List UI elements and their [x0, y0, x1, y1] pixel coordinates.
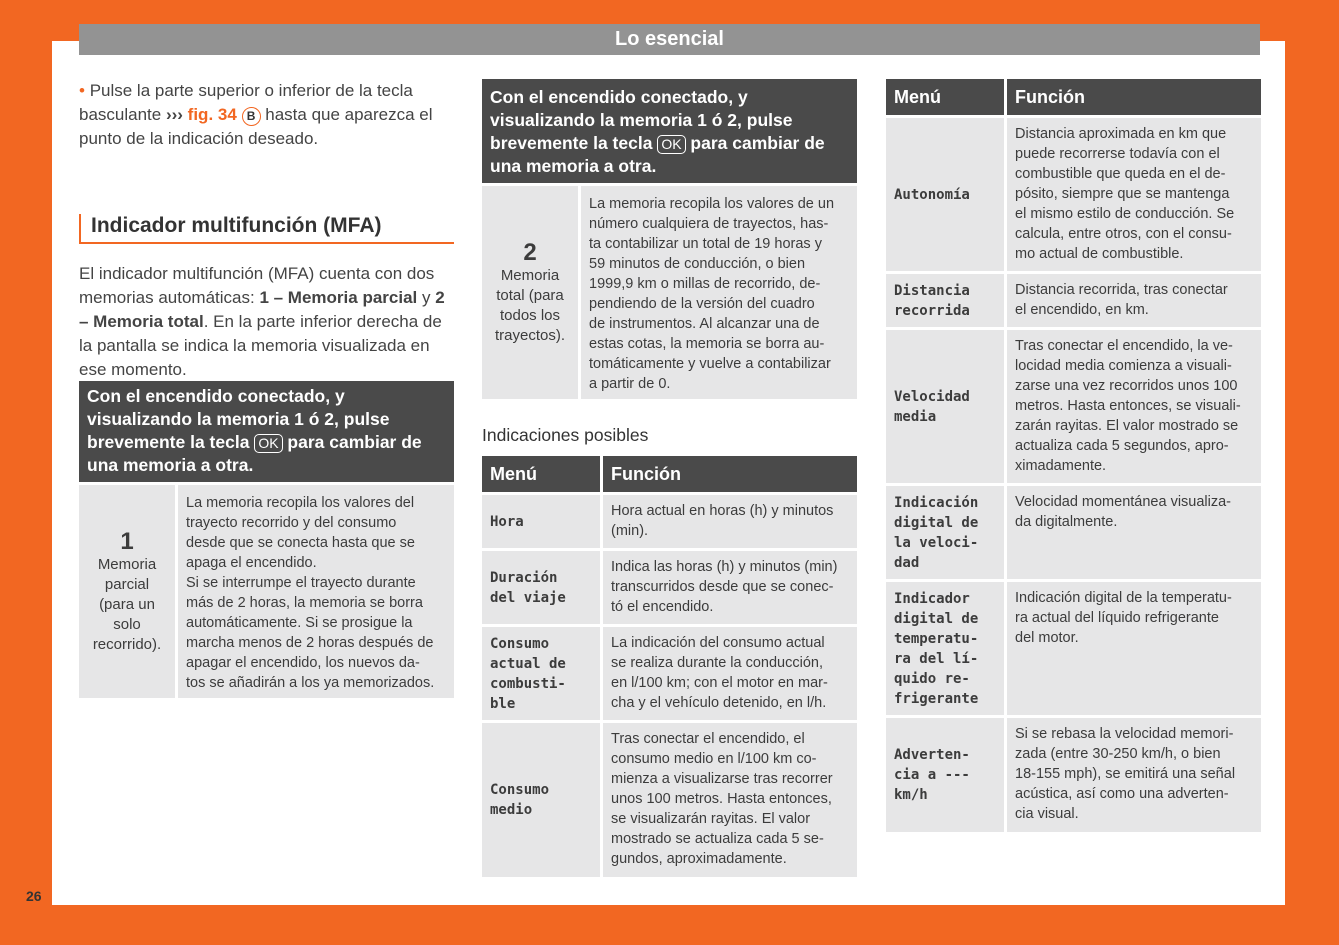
- mfa-paragraph: [79, 262, 454, 382]
- text: Pulse la parte superior o inferior de la tecla basculante: [79, 81, 413, 124]
- text: El indicador multifunción (MFA) cuenta con dos memorias automáticas:: [79, 264, 435, 307]
- menu-cell: Consumo medio: [482, 723, 600, 877]
- function-cell: Indicación digital de la temperatu- ra actual del líquido refrigerante del motor.: [1007, 582, 1261, 715]
- bullet-icon: •: [79, 81, 85, 100]
- ok-key-icon: OK: [657, 135, 685, 154]
- text: Con el encendido conectado, y visualizando la memoria 1 ó 2, pulse brevemente la tecla: [490, 87, 793, 153]
- page-number: 26: [26, 888, 42, 904]
- header-funcion: Función: [603, 456, 857, 492]
- ok-key-icon: OK: [254, 434, 282, 453]
- header-menu: Menú: [482, 456, 600, 492]
- menu-cell: Autonomía: [886, 118, 1004, 271]
- function-cell: Tras conectar el encendido, el consumo medio en l/100 km co- mienza a visualizarse tras recorrer unos 100 metros. Hasta entonces, se visualizarán rayitas. El valor mostrado se actualiza cada 5 se- gundos, aproximadamente.: [603, 723, 857, 877]
- memory-description: La memoria recopila los valores del trayecto recorrido y del consumo desde que se conecta hasta que se apaga el encendido. Si se interrumpe el trayecto durante más de 2 horas, la memoria se borra automáticamente. Si se prosigue la marcha menos de 2 horas después de apagar el encendido, los nuevos da- tos se añadirán a los ya memorizados.: [178, 485, 454, 698]
- table-row: [482, 551, 857, 624]
- menu-cell: Distancia recorrida: [886, 274, 1004, 327]
- table-row: [886, 582, 1261, 715]
- menu-cell: Hora: [482, 495, 600, 548]
- menu-function-table: [886, 79, 1261, 832]
- function-cell: Si se rebasa la velocidad memori- zada (entre 30-250 km/h, o bien 18-155 mph), se emitirá una señal acústica, así como una adverten- cia visual.: [1007, 718, 1261, 832]
- arrow-icon: ›››: [165, 105, 183, 124]
- text: hasta que aparezca el punto de la indicación deseado.: [79, 105, 433, 148]
- text: Memoria total (para todos los trayectos).: [494, 267, 566, 344]
- memory-label: [79, 485, 175, 698]
- indications-table: [482, 456, 857, 877]
- memory-number: 2: [523, 239, 537, 266]
- section-heading: Indicador multifunción (MFA): [79, 214, 454, 244]
- menu-cell: Consumo actual de combusti- ble: [482, 627, 600, 720]
- text: 2 – Memoria total: [79, 288, 445, 331]
- subheading: Indicaciones posibles: [482, 425, 649, 445]
- text: . En la parte inferior derecha de la pantalla se indica la memoria visualizada en ese momento.: [79, 312, 442, 379]
- table-row: [482, 723, 857, 877]
- column-3: [886, 79, 1261, 832]
- header-menu: Menú: [886, 79, 1004, 115]
- column-1: [79, 79, 454, 691]
- table-row: [886, 118, 1261, 271]
- section-header: Lo esencial: [79, 24, 1260, 55]
- memory-label: [482, 186, 578, 399]
- function-cell: La indicación del consumo actual se realiza durante la conducción, en l/100 km; con el motor en mar- cha y el vehículo detenido, en l/h.: [603, 627, 857, 720]
- function-cell: Distancia recorrida, tras conectar el encendido, en km.: [1007, 274, 1261, 327]
- header-funcion: Función: [1007, 79, 1261, 115]
- table-row: [886, 718, 1261, 832]
- callout-b: B: [242, 107, 261, 126]
- function-cell: Velocidad momentánea visualiza- da digitalmente.: [1007, 486, 1261, 579]
- instruction-bullet: [79, 79, 454, 151]
- menu-cell: Indicación digital de la veloci- dad: [886, 486, 1004, 579]
- memory-row: [79, 485, 454, 698]
- function-cell: Hora actual en horas (h) y minutos (min).: [603, 495, 857, 548]
- table-row: [886, 486, 1261, 579]
- function-cell: Tras conectar el encendido, la ve- locidad media comienza a visuali- zarse una vez recorridos unos 100 metros. Hasta entonces, se visuali- zarán rayitas. El valor mostrado se actualiza cada 5 segundos, apro- ximadamente.: [1007, 330, 1261, 483]
- memory-row: [482, 186, 857, 399]
- table-row: [482, 627, 857, 720]
- column-2: [482, 79, 857, 877]
- text: 1 – Memoria parcial: [259, 288, 418, 307]
- table-row: [482, 495, 857, 548]
- memory-number: 1: [120, 528, 134, 555]
- figure-link[interactable]: fig. 34: [187, 105, 237, 124]
- table-row: [886, 274, 1261, 327]
- memory-table-header: [79, 381, 454, 482]
- table-header: [886, 79, 1261, 115]
- text: para cambiar de una memoria a otra.: [87, 432, 422, 475]
- memory-description: La memoria recopila los valores de un número cualquiera de trayectos, has- ta contabilizar un total de 19 horas y 59 minutos de conducción, o bien 1999,9 km o millas de recorrido, de- pendiendo de la versión del cuadro de instrumentos. Al alcanzar una de estas cotas, la memoria se borra au- tomáticamente y vuelve a contabilizar a partir de 0.: [581, 186, 857, 399]
- menu-cell: Duración del viaje: [482, 551, 600, 624]
- text: para cambiar de una memoria a otra.: [490, 133, 825, 176]
- function-cell: Indica las horas (h) y minutos (min) transcurridos desde que se conec- tó el encendido.: [603, 551, 857, 624]
- table-row: [886, 330, 1261, 483]
- menu-cell: Indicador digital de temperatu- ra del lí- quido re- frigerante: [886, 582, 1004, 715]
- menu-cell: Velocidad media: [886, 330, 1004, 483]
- memory-table-header: [482, 79, 857, 183]
- function-cell: Distancia aproximada en km que puede recorrerse todavía con el combustible que queda en el de- pósito, siempre que se mantenga el mismo estilo de conducción. Se calcula, entre otros, con el consu- mo actual de combustible.: [1007, 118, 1261, 271]
- text: Memoria parcial (para un solo recorrido).: [92, 556, 162, 653]
- menu-cell: Adverten- cia a --- km/h: [886, 718, 1004, 832]
- table-header: [482, 456, 857, 492]
- text: y: [417, 288, 436, 307]
- text: Con el encendido conectado, y visualizando la memoria 1 ó 2, pulse brevemente la tecla: [87, 386, 390, 452]
